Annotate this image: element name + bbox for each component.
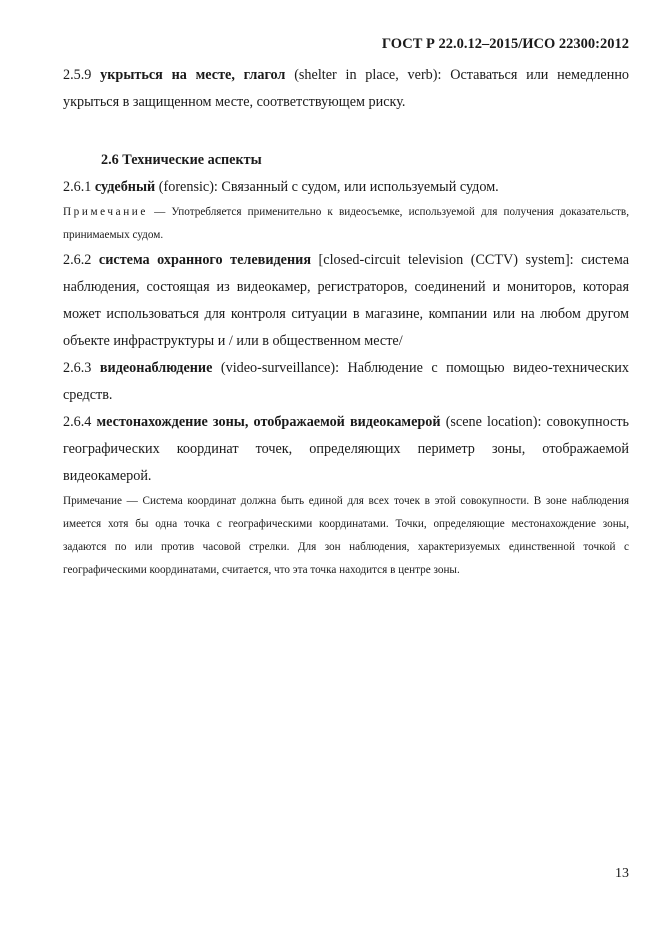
entry-2-6-2 [63, 247, 629, 355]
entry-number: 2.6.2 [63, 252, 92, 268]
note-2-6-4 [63, 490, 629, 582]
note-label: Примечание [63, 495, 122, 507]
document-content [63, 62, 629, 582]
page-number: 13 [615, 866, 629, 881]
entry-2-6-4 [63, 409, 629, 490]
entry-body: (shelter in place, verb): Оставаться или немедленно укрыться в защищенном месте, соответствующем риску. [63, 67, 630, 110]
note-2-6-1 [63, 201, 629, 247]
entry-body: (video-surveillance): Наблюдение с помощью видео-технических средств. [63, 360, 629, 403]
entry-number: 2.5.9 [63, 67, 92, 83]
note-label: Примечание [63, 206, 148, 218]
entry-term: местонахождение зоны, отображаемой видеокамерой [96, 414, 441, 430]
note-text: — Употребляется применительно к видеосъемке, используемой для получения доказательств, принимаемых судом. [63, 206, 629, 241]
document-header: ГОСТ Р 22.0.12–2015/ИСО 22300:2012 [381, 36, 629, 52]
section-title: 2.6 Технические аспекты [101, 152, 262, 168]
entry-2-5-9 [63, 62, 629, 116]
entry-2-6-3 [63, 355, 629, 409]
entry-body: (scene location): совокупность географических координат точек, определяющих периметр зоны, отображаемой видеокамерой. [63, 414, 630, 484]
spacer [63, 116, 629, 143]
entry-number: 2.6.1 [63, 179, 92, 195]
entry-term: видеонаблюдение [99, 360, 213, 376]
entry-2-6-1 [63, 174, 629, 201]
entry-body: (forensic): Связанный с судом, или используемый судом. [158, 179, 499, 195]
note-text: — Система координат должна быть единой для всех точек в этой совокупности. В зоне наблюдения имеется хотя бы одна точка с географическими координатами. Точки, определяющие местонахождение зоны, задаются по или против часовой стрелки. Для зон наблюдения, характеризуемых единственной точкой с географическими координатами, считается, что эта точка находится в центре зоны. [63, 495, 630, 576]
entry-number: 2.6.4 [63, 414, 92, 430]
entry-term: система охранного телевидения [98, 252, 311, 268]
entry-body: [closed-circuit television (CCTV) system]: система наблюдения, состоящая из видеокамер, регистраторов, соединений и мониторов, которая может использоваться для контроля ситуации в магазине, компании или на любом другом объекте инфраструктуры и / или в общественном месте/ [63, 252, 630, 349]
entry-number: 2.6.3 [63, 360, 92, 376]
entry-term: судебный [94, 179, 156, 195]
entry-term: укрыться на месте, глагол [100, 67, 286, 83]
